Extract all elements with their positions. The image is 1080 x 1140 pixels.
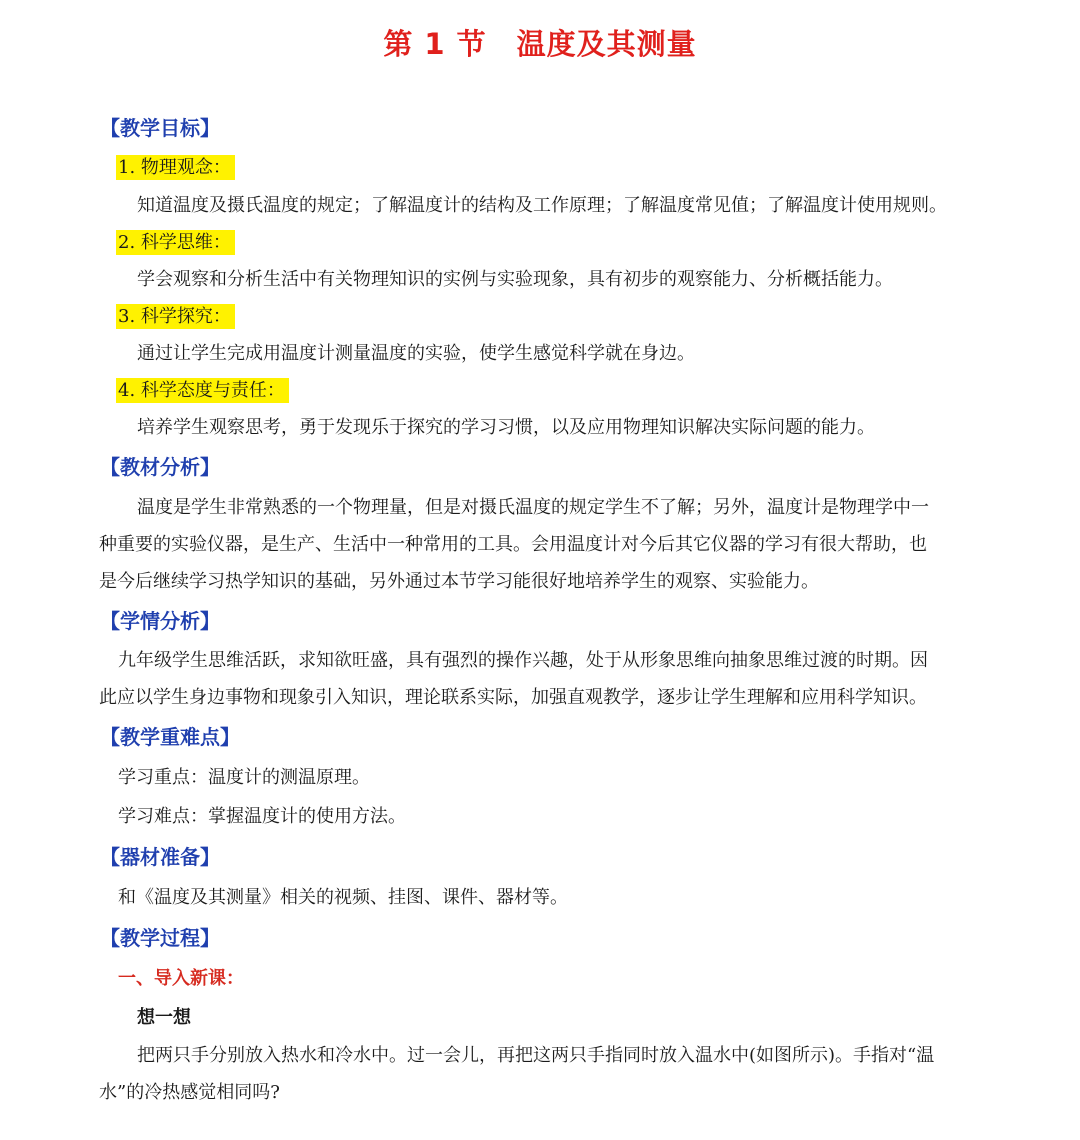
students-line-2: 此应以学生身边事物和现象引入知识，理论联系实际，加强直观教学，逐步让学生理解和应用科学知识。 [99, 687, 927, 708]
objective-text-3: 通过让学生完成用温度计测量温度的实验，使学生感觉科学就在身边。 [137, 343, 695, 364]
objective-text-4: 培养学生观察思考，勇于发现乐于探究的学习习惯，以及应用物理知识解决实际问题的能力。 [137, 417, 875, 438]
page-title: 第 1 节 温度及其测量 [383, 27, 697, 61]
section-heading-objectives: 【教学目标】 [100, 116, 220, 140]
material-line-2: 种重要的实验仪器，是生产、生活中一种常用的工具。会用温度计对今后其它仪器的学习有很大帮助，也 [99, 534, 927, 555]
objective-label-2 [116, 231, 235, 255]
objective-label-4 [116, 379, 289, 403]
highlighted-label: 3. 科学探究： [116, 304, 235, 329]
keypoint-focus: 学习重点：温度计的测温原理。 [118, 767, 370, 788]
highlighted-label: 4. 科学态度与责任： [116, 378, 289, 403]
section-heading-material: 【教材分析】 [100, 455, 220, 479]
objective-label-1 [116, 156, 235, 180]
objective-text-2: 学会观察和分析生活中有关物理知识的实例与实验现象，具有初步的观察能力、分析概括能力。 [137, 269, 893, 290]
highlighted-label: 2. 科学思维： [116, 230, 235, 255]
process-line-2: 水”的冷热感觉相同吗? [99, 1082, 280, 1103]
process-line-1: 把两只手分别放入热水和冷水中。过一会儿，再把这两只手指同时放入温水中(如图所示)。手指对“温 [137, 1045, 935, 1066]
highlighted-label: 1. 物理观念： [116, 155, 235, 180]
objective-label-3 [116, 305, 235, 329]
material-line-1: 温度是学生非常熟悉的一个物理量，但是对摄氏温度的规定学生不了解；另外，温度计是物理学中一 [137, 497, 929, 518]
material-line-3: 是今后继续学习热学知识的基础，另外通过本节学习能很好地培养学生的观察、实验能力。 [99, 571, 819, 592]
section-heading-students: 【学情分析】 [100, 609, 220, 633]
think-heading: 想一想 [137, 1007, 191, 1028]
process-step-heading: 一、导入新课： [118, 968, 244, 989]
equipment-text: 和《温度及其测量》相关的视频、挂图、课件、器材等。 [118, 887, 568, 908]
section-heading-keypoints: 【教学重难点】 [100, 725, 240, 749]
section-heading-equipment: 【器材准备】 [100, 845, 220, 869]
students-line-1: 九年级学生思维活跃，求知欲旺盛，具有强烈的操作兴趣，处于从形象思维向抽象思维过渡的时期。因 [118, 650, 928, 671]
objective-text-1: 知道温度及摄氏温度的规定；了解温度计的结构及工作原理；了解温度常见值；了解温度计使用规则。 [137, 195, 947, 216]
section-heading-process: 【教学过程】 [100, 926, 220, 950]
keypoint-difficulty: 学习难点：掌握温度计的使用方法。 [118, 806, 406, 827]
